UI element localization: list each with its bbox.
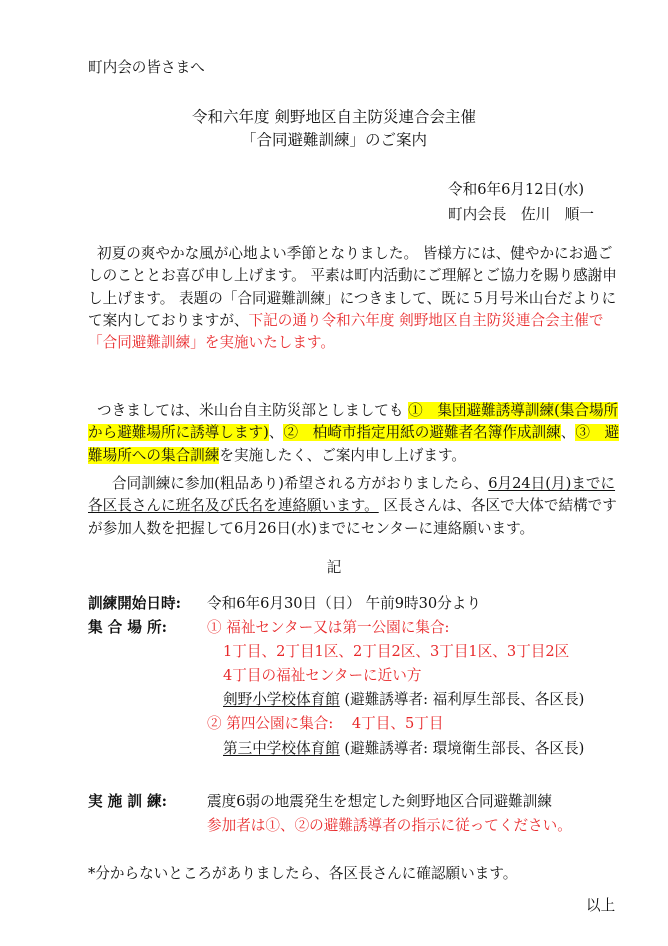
place1-areas-2: 4丁目の福祉センターに近い方 [223,667,422,684]
intro-text: 初夏の爽やかな風が心地よい季節となりました。 皆様方には、健やかにお過ごしのこととお喜び申し上げます。 平素は町内活動にご理解とご協力を賜り感謝申し上げます。 表題の「合同避難訓練」につきまして、既に５月号米山台だよりにて案内しておりますが、 [88,245,617,329]
closing: 以上 [586,897,616,914]
start-value: 令和6年6月30日（日） 午前9時30分より [207,595,481,612]
exec-label: 実 施 訓 練: [88,793,168,810]
plan-item-3: ③ 避難場所への集合訓練 [88,424,620,464]
issue-date: 令和6年6月12日(水) [448,181,585,198]
place1-destination: 剣野小学校体育館 [223,691,340,708]
plan-item-1: ① 集団避難誘導訓練(集合場所から避難場所に誘導します) [88,402,619,442]
place2-heading: ② 第四公園に集合: [207,715,334,732]
title-line-1: 令和六年度 剣野地区自主防災連合会主催 [192,108,476,126]
start-label: 訓練開始日時: [88,595,181,612]
place-label: 集 合 場 所: [88,619,168,636]
place1-leader: (避難誘導者: 福利厚生部長、各区長) [344,691,585,708]
place2-areas: 4丁目、5丁目 [351,715,444,732]
signup-paragraph [88,473,624,540]
signup-lead: 合同訓練に参加(粗品あり)希望される方がおりましたら、 [112,475,489,492]
signup-tail: 区長さんは、各区で大体で結構ですが参加人数を把握して6月26日(水)までにセンターに連絡願います。 [88,497,617,537]
signup-deadline: 6月24日(月)までに各区長さんに班名及び氏名を連絡願います。 [88,475,616,515]
title-line-2: 「合同避難訓練」のご案内 [240,131,427,149]
plan-lead: つきましては、米山台自主防災部としましても [97,402,409,419]
exec-value: 震度6弱の地震発生を想定した剣野地区合同避難訓練 [207,793,552,810]
footnote: *分からないところがありましたら、各区長さんに確認願います。 [88,865,518,882]
plan-paragraph [88,400,624,467]
intro-red-text: 下記の通り令和六年度 剣野地区自主防災連合会主催で「合同避難訓練」を実施いたします。 [88,311,604,352]
exec-note: 参加者は①、②の避難誘導者の指示に従ってください。 [207,817,572,834]
author: 町内会長 佐川 順一 [448,206,594,223]
plan-sep-2: 、 [560,424,576,442]
place2-leader: (避難誘導者: 環境衛生部長、各区長) [344,740,585,757]
plan-tail: を実施したく、ご案内申し上げます。 [219,446,466,464]
greeting: 町内会の皆さまへ [88,59,205,76]
place1-destination-row [223,688,584,709]
plan-sep-1: 、 [268,424,284,442]
place2-destination-row [223,737,584,758]
place2-destination: 第三中学校体育館 [223,740,340,757]
plan-item-2: ② 柏崎市指定用紙の避難者名簿作成訓練 [283,424,561,442]
place2-row [207,712,443,733]
place1-heading: ① 福祉センター又は第一公園に集合: [207,619,450,636]
intro-paragraph [88,243,624,354]
place1-areas: 1丁目、2丁目1区、2丁目2区、3丁目1区、3丁目2区 [223,643,570,660]
ki-heading: 記 [326,559,342,576]
